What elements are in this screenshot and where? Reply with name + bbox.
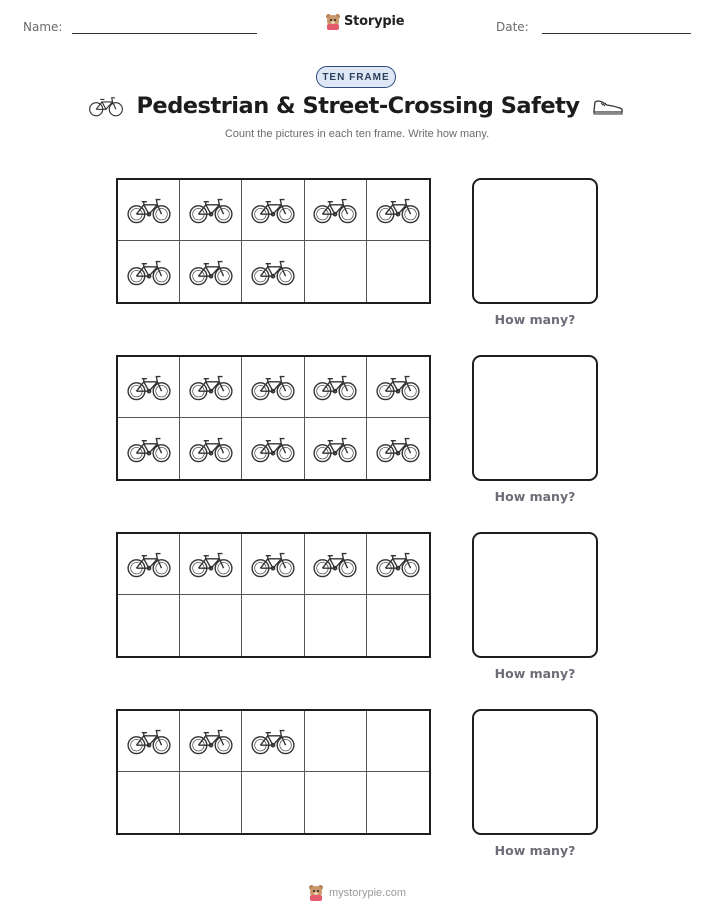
bear-mascot-icon bbox=[308, 884, 324, 901]
ten-frame-cell bbox=[305, 534, 367, 595]
ten-frame-cell bbox=[367, 180, 429, 241]
ten-frame-cell bbox=[180, 534, 242, 595]
ten-frame-cell bbox=[242, 357, 304, 418]
bicycle-icon bbox=[188, 196, 234, 224]
ten-frame-cell bbox=[242, 180, 304, 241]
bicycle-icon bbox=[126, 727, 172, 755]
bicycle-icon bbox=[375, 196, 421, 224]
ten-frame-cell bbox=[118, 357, 180, 418]
ten-frame-cell bbox=[180, 711, 242, 772]
bicycle-icon bbox=[312, 373, 358, 401]
instructions: Count the pictures in each ten frame. Write how many. bbox=[224, 128, 490, 140]
ten-frame-cell bbox=[180, 772, 242, 833]
ten-frame-cell bbox=[305, 357, 367, 418]
ten-frame-cell bbox=[180, 241, 242, 302]
ten-frame-cell bbox=[242, 241, 304, 302]
footer-url[interactable]: mystorypie.com bbox=[329, 886, 407, 899]
bicycle-icon bbox=[188, 435, 234, 463]
ten-frame-cell bbox=[367, 772, 429, 833]
ten-frame-cell bbox=[367, 534, 429, 595]
bicycle-icon bbox=[312, 196, 358, 224]
ten-frame-2 bbox=[116, 355, 431, 481]
ten-frame-cell bbox=[180, 418, 242, 479]
bicycle-icon bbox=[126, 435, 172, 463]
ten-frame-cell bbox=[242, 711, 304, 772]
answer-box-2[interactable] bbox=[472, 355, 598, 481]
bicycle-icon bbox=[188, 373, 234, 401]
ten-frame-cell bbox=[367, 357, 429, 418]
bicycle-icon bbox=[312, 435, 358, 463]
ten-frame-cell bbox=[305, 180, 367, 241]
ten-frame-cell bbox=[118, 772, 180, 833]
ten-frame-cell bbox=[118, 418, 180, 479]
ten-frame-cell bbox=[305, 711, 367, 772]
ten-frame-cell bbox=[367, 418, 429, 479]
ten-frame-cell bbox=[305, 241, 367, 302]
bicycle-icon bbox=[375, 435, 421, 463]
ten-frame-cell bbox=[305, 418, 367, 479]
bicycle-icon bbox=[250, 435, 296, 463]
ten-frame-cell bbox=[242, 595, 304, 656]
date-write-line[interactable] bbox=[542, 33, 691, 34]
page-title: Pedestrian & Street-Crossing Safety bbox=[136, 93, 580, 119]
bicycle-icon bbox=[88, 95, 124, 117]
ten-frame-cell bbox=[118, 595, 180, 656]
answer-box-1[interactable] bbox=[472, 178, 598, 304]
ten-frame-cell bbox=[242, 534, 304, 595]
bicycle-icon bbox=[250, 196, 296, 224]
ten-frame-cell bbox=[367, 711, 429, 772]
how-many-label-3: How many? bbox=[494, 666, 576, 681]
ten-frame-cell bbox=[118, 711, 180, 772]
ten-frame-cell bbox=[118, 534, 180, 595]
bicycle-icon bbox=[126, 550, 172, 578]
ten-frame-1 bbox=[116, 178, 431, 304]
bicycle-icon bbox=[250, 373, 296, 401]
bicycle-icon bbox=[312, 550, 358, 578]
answer-box-4[interactable] bbox=[472, 709, 598, 835]
bear-mascot-icon bbox=[325, 13, 341, 30]
ten-frame-cell bbox=[305, 772, 367, 833]
ten-frame-cell bbox=[118, 180, 180, 241]
ten-frame-cell bbox=[367, 595, 429, 656]
ten-frame-cell bbox=[118, 241, 180, 302]
bicycle-icon bbox=[250, 727, 296, 755]
ten-frame-cell bbox=[305, 595, 367, 656]
ten-frame-3 bbox=[116, 532, 431, 658]
bicycle-icon bbox=[188, 258, 234, 286]
name-write-line[interactable] bbox=[72, 33, 257, 34]
answer-box-3[interactable] bbox=[472, 532, 598, 658]
date-label: Date: bbox=[496, 20, 529, 34]
brand-name: Storypie bbox=[344, 14, 405, 29]
how-many-label-1: How many? bbox=[494, 312, 576, 327]
bicycle-icon bbox=[250, 258, 296, 286]
bicycle-icon bbox=[250, 550, 296, 578]
ten-frame-cell bbox=[367, 241, 429, 302]
worksheet-type-badge: TEN FRAME bbox=[316, 66, 396, 88]
ten-frame-cell bbox=[242, 772, 304, 833]
bicycle-icon bbox=[375, 550, 421, 578]
name-label: Name: bbox=[23, 20, 63, 34]
ten-frame-4 bbox=[116, 709, 431, 835]
how-many-label-4: How many? bbox=[494, 843, 576, 858]
bicycle-icon bbox=[188, 550, 234, 578]
ten-frame-cell bbox=[242, 418, 304, 479]
bicycle-icon bbox=[126, 373, 172, 401]
bicycle-icon bbox=[188, 727, 234, 755]
sneaker-icon bbox=[592, 96, 624, 116]
bicycle-icon bbox=[126, 196, 172, 224]
how-many-label-2: How many? bbox=[494, 489, 576, 504]
bicycle-icon bbox=[375, 373, 421, 401]
footer bbox=[308, 884, 406, 901]
ten-frame-cell bbox=[180, 595, 242, 656]
ten-frame-cell bbox=[180, 357, 242, 418]
ten-frame-cell bbox=[180, 180, 242, 241]
bicycle-icon bbox=[126, 258, 172, 286]
brand-logo bbox=[325, 13, 404, 30]
